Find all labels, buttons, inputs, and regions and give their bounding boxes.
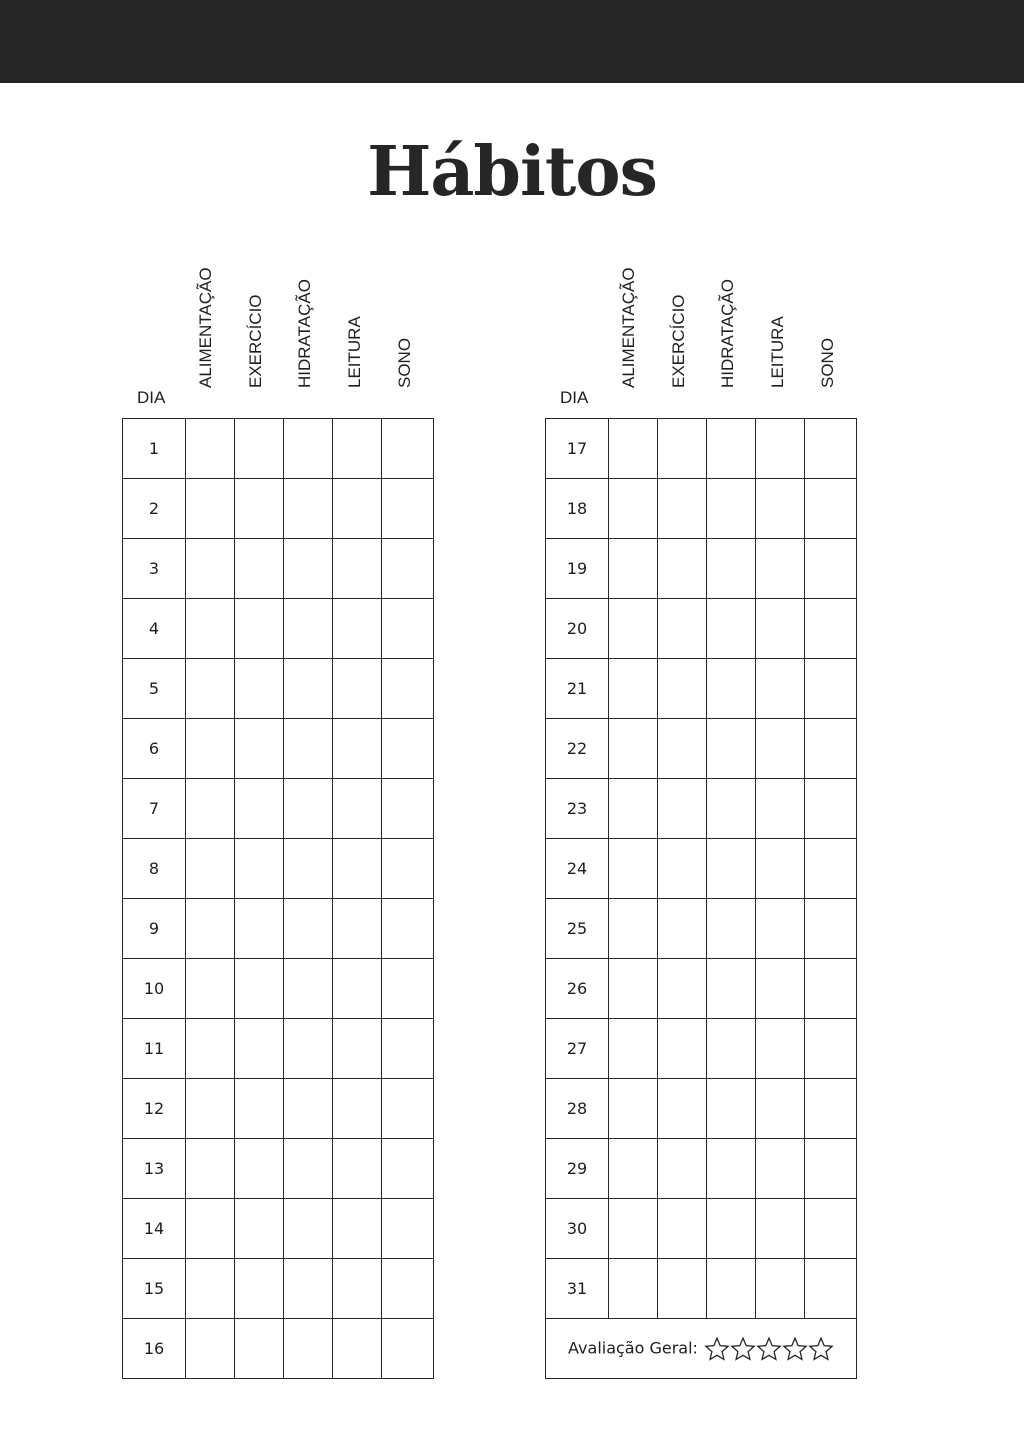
habit-checkbox-cell[interactable] xyxy=(609,1199,658,1259)
habit-checkbox-cell[interactable] xyxy=(805,1259,857,1319)
day-number: 12 xyxy=(123,1079,186,1139)
day-number: 21 xyxy=(546,659,609,719)
habit-grid-left xyxy=(122,418,434,1379)
tracker-right xyxy=(545,260,865,1379)
habit-checkbox-cell[interactable] xyxy=(658,1019,707,1079)
habit-checkbox-cell[interactable] xyxy=(707,419,756,479)
habit-header-label: LEITURA xyxy=(768,316,787,388)
habit-checkbox-cell[interactable] xyxy=(609,839,658,899)
habit-checkbox-cell[interactable] xyxy=(756,1079,805,1139)
habit-checkbox-cell[interactable] xyxy=(658,1259,707,1319)
habit-checkbox-cell[interactable] xyxy=(284,539,333,599)
habit-checkbox-cell[interactable] xyxy=(805,1199,857,1259)
habit-header xyxy=(385,258,425,408)
day-row xyxy=(546,1019,857,1079)
rating-row xyxy=(546,1319,857,1379)
day-row xyxy=(123,1199,434,1259)
habit-checkbox-cell[interactable] xyxy=(333,1199,382,1259)
habit-checkbox-cell[interactable] xyxy=(805,719,857,779)
habit-header-label: SONO xyxy=(395,337,414,388)
day-row xyxy=(123,839,434,899)
habit-header-label: EXERCÍCIO xyxy=(246,294,265,388)
habit-checkbox-cell[interactable] xyxy=(235,1019,284,1079)
habit-checkbox-cell[interactable] xyxy=(658,419,707,479)
star-icon[interactable] xyxy=(704,1336,730,1362)
habit-checkbox-cell[interactable] xyxy=(756,1259,805,1319)
habit-checkbox-cell[interactable] xyxy=(186,1079,235,1139)
day-row xyxy=(546,479,857,539)
habit-checkbox-cell[interactable] xyxy=(235,599,284,659)
rating-label: Avaliação Geral: xyxy=(568,1338,698,1357)
habit-checkbox-cell[interactable] xyxy=(756,479,805,539)
habit-checkbox-cell[interactable] xyxy=(658,839,707,899)
habit-checkbox-cell[interactable] xyxy=(609,1079,658,1139)
day-number: 25 xyxy=(546,899,609,959)
star-icon[interactable] xyxy=(756,1336,782,1362)
habit-header-label: EXERCÍCIO xyxy=(669,294,688,388)
habit-checkbox-cell[interactable] xyxy=(609,959,658,1019)
habit-checkbox-cell[interactable] xyxy=(186,1139,235,1199)
habit-checkbox-cell[interactable] xyxy=(756,599,805,659)
habit-checkbox-cell[interactable] xyxy=(707,1019,756,1079)
tracker-left xyxy=(122,260,442,1379)
habit-checkbox-cell[interactable] xyxy=(186,839,235,899)
habit-checkbox-cell[interactable] xyxy=(658,599,707,659)
habit-checkbox-cell[interactable] xyxy=(805,419,857,479)
habit-checkbox-cell[interactable] xyxy=(805,779,857,839)
day-row xyxy=(546,779,857,839)
habit-checkbox-cell[interactable] xyxy=(284,1199,333,1259)
habit-checkbox-cell[interactable] xyxy=(805,539,857,599)
habit-checkbox-cell[interactable] xyxy=(805,659,857,719)
habit-checkbox-cell[interactable] xyxy=(333,719,382,779)
habit-header xyxy=(708,258,748,408)
habit-checkbox-cell[interactable] xyxy=(235,899,284,959)
dia-header: DIA xyxy=(560,388,589,407)
habit-checkbox-cell[interactable] xyxy=(707,1259,756,1319)
day-number: 15 xyxy=(123,1259,186,1319)
day-number: 28 xyxy=(546,1079,609,1139)
habit-checkbox-cell[interactable] xyxy=(382,779,434,839)
habit-checkbox-cell[interactable] xyxy=(284,839,333,899)
day-number: 13 xyxy=(123,1139,186,1199)
day-row xyxy=(123,779,434,839)
habit-checkbox-cell[interactable] xyxy=(186,539,235,599)
day-row xyxy=(123,599,434,659)
habit-checkbox-cell[interactable] xyxy=(756,1019,805,1079)
habit-checkbox-cell[interactable] xyxy=(382,1139,434,1199)
day-row xyxy=(123,959,434,1019)
habit-checkbox-cell[interactable] xyxy=(707,959,756,1019)
day-number: 11 xyxy=(123,1019,186,1079)
habit-checkbox-cell[interactable] xyxy=(333,599,382,659)
habit-checkbox-cell[interactable] xyxy=(707,779,756,839)
habit-checkbox-cell[interactable] xyxy=(382,1199,434,1259)
habit-header-label: SONO xyxy=(818,337,837,388)
habit-checkbox-cell[interactable] xyxy=(756,659,805,719)
habit-checkbox-cell[interactable] xyxy=(609,479,658,539)
habit-checkbox-cell[interactable] xyxy=(333,539,382,599)
habit-checkbox-cell[interactable] xyxy=(284,1079,333,1139)
habit-checkbox-cell[interactable] xyxy=(235,1319,284,1379)
habit-checkbox-cell[interactable] xyxy=(805,599,857,659)
day-row xyxy=(546,659,857,719)
star-icon[interactable] xyxy=(782,1336,808,1362)
day-number: 20 xyxy=(546,599,609,659)
habit-checkbox-cell[interactable] xyxy=(707,539,756,599)
habit-checkbox-cell[interactable] xyxy=(658,659,707,719)
habit-checkbox-cell[interactable] xyxy=(756,419,805,479)
day-number: 23 xyxy=(546,779,609,839)
habit-checkbox-cell[interactable] xyxy=(756,539,805,599)
habit-checkbox-cell[interactable] xyxy=(186,779,235,839)
habit-header xyxy=(808,258,848,408)
habit-checkbox-cell[interactable] xyxy=(805,959,857,1019)
habit-checkbox-cell[interactable] xyxy=(707,719,756,779)
habit-header-label: ALIMENTAÇÃO xyxy=(196,267,215,388)
day-number: 4 xyxy=(123,599,186,659)
day-number: 29 xyxy=(546,1139,609,1199)
day-row xyxy=(123,539,434,599)
habit-checkbox-cell[interactable] xyxy=(756,1199,805,1259)
habit-checkbox-cell[interactable] xyxy=(333,659,382,719)
header-row xyxy=(122,260,442,418)
habit-checkbox-cell[interactable] xyxy=(186,599,235,659)
habit-grid-right xyxy=(545,418,857,1379)
habit-header xyxy=(285,258,325,408)
habit-checkbox-cell[interactable] xyxy=(609,1139,658,1199)
habit-checkbox-cell[interactable] xyxy=(284,659,333,719)
habit-checkbox-cell[interactable] xyxy=(235,659,284,719)
habit-checkbox-cell[interactable] xyxy=(186,479,235,539)
day-number: 14 xyxy=(123,1199,186,1259)
habit-checkbox-cell[interactable] xyxy=(186,1319,235,1379)
habit-checkbox-cell[interactable] xyxy=(658,779,707,839)
day-number: 17 xyxy=(546,419,609,479)
habit-checkbox-cell[interactable] xyxy=(382,659,434,719)
habit-checkbox-cell[interactable] xyxy=(707,1199,756,1259)
day-row xyxy=(546,539,857,599)
day-row xyxy=(546,839,857,899)
day-number: 19 xyxy=(546,539,609,599)
day-row xyxy=(546,1139,857,1199)
habit-checkbox-cell[interactable] xyxy=(333,1079,382,1139)
day-number: 8 xyxy=(123,839,186,899)
habit-checkbox-cell[interactable] xyxy=(707,1139,756,1199)
day-row xyxy=(546,1199,857,1259)
habit-checkbox-cell[interactable] xyxy=(707,1079,756,1139)
habit-checkbox-cell[interactable] xyxy=(707,659,756,719)
star-icon[interactable] xyxy=(808,1336,834,1362)
habit-checkbox-cell[interactable] xyxy=(707,899,756,959)
day-row xyxy=(546,599,857,659)
top-bar xyxy=(0,0,1024,83)
habit-checkbox-cell[interactable] xyxy=(235,1079,284,1139)
habit-checkbox-cell[interactable] xyxy=(382,959,434,1019)
habit-checkbox-cell[interactable] xyxy=(382,1259,434,1319)
habit-checkbox-cell[interactable] xyxy=(284,1019,333,1079)
habit-checkbox-cell[interactable] xyxy=(284,899,333,959)
habit-checkbox-cell[interactable] xyxy=(382,719,434,779)
rating-cell xyxy=(546,1319,857,1379)
habit-checkbox-cell[interactable] xyxy=(805,1079,857,1139)
day-row xyxy=(546,1259,857,1319)
habit-checkbox-cell[interactable] xyxy=(609,779,658,839)
habit-checkbox-cell[interactable] xyxy=(333,1019,382,1079)
day-number: 2 xyxy=(123,479,186,539)
habit-checkbox-cell[interactable] xyxy=(658,1079,707,1139)
habit-header xyxy=(335,258,375,408)
day-row xyxy=(546,419,857,479)
habit-checkbox-cell[interactable] xyxy=(658,479,707,539)
habit-checkbox-cell[interactable] xyxy=(805,479,857,539)
habit-checkbox-cell[interactable] xyxy=(235,1199,284,1259)
day-number: 26 xyxy=(546,959,609,1019)
habit-checkbox-cell[interactable] xyxy=(186,1199,235,1259)
habit-checkbox-cell[interactable] xyxy=(382,1319,434,1379)
habit-checkbox-cell[interactable] xyxy=(805,839,857,899)
habit-header-label: HIDRATAÇÃO xyxy=(295,279,314,388)
habit-checkbox-cell[interactable] xyxy=(382,599,434,659)
habit-checkbox-cell[interactable] xyxy=(186,1019,235,1079)
habit-checkbox-cell[interactable] xyxy=(235,719,284,779)
day-row xyxy=(123,419,434,479)
day-row xyxy=(123,659,434,719)
day-number: 31 xyxy=(546,1259,609,1319)
habit-checkbox-cell[interactable] xyxy=(333,1139,382,1199)
habit-checkbox-cell[interactable] xyxy=(333,479,382,539)
habit-header xyxy=(236,258,276,408)
day-row xyxy=(123,1019,434,1079)
habit-checkbox-cell[interactable] xyxy=(235,1139,284,1199)
day-number: 30 xyxy=(546,1199,609,1259)
habit-checkbox-cell[interactable] xyxy=(186,719,235,779)
day-row xyxy=(123,1259,434,1319)
habit-checkbox-cell[interactable] xyxy=(382,839,434,899)
habit-checkbox-cell[interactable] xyxy=(284,1139,333,1199)
habit-checkbox-cell[interactable] xyxy=(756,779,805,839)
habit-checkbox-cell[interactable] xyxy=(658,719,707,779)
habit-checkbox-cell[interactable] xyxy=(756,1139,805,1199)
day-row xyxy=(123,1079,434,1139)
page-title: Hábitos xyxy=(367,132,657,212)
day-number: 9 xyxy=(123,899,186,959)
day-number: 3 xyxy=(123,539,186,599)
day-row xyxy=(123,899,434,959)
habit-checkbox-cell[interactable] xyxy=(186,899,235,959)
habit-checkbox-cell[interactable] xyxy=(609,599,658,659)
day-number: 22 xyxy=(546,719,609,779)
habit-checkbox-cell[interactable] xyxy=(382,419,434,479)
day-row xyxy=(123,719,434,779)
habit-checkbox-cell[interactable] xyxy=(609,419,658,479)
habit-checkbox-cell[interactable] xyxy=(382,479,434,539)
habit-checkbox-cell[interactable] xyxy=(235,1259,284,1319)
habit-checkbox-cell[interactable] xyxy=(284,1259,333,1319)
day-row xyxy=(123,1319,434,1379)
habit-checkbox-cell[interactable] xyxy=(333,899,382,959)
habit-checkbox-cell[interactable] xyxy=(658,1139,707,1199)
habit-checkbox-cell[interactable] xyxy=(382,539,434,599)
day-row xyxy=(546,959,857,1019)
habit-checkbox-cell[interactable] xyxy=(756,839,805,899)
habit-checkbox-cell[interactable] xyxy=(658,899,707,959)
habit-checkbox-cell[interactable] xyxy=(609,659,658,719)
habit-checkbox-cell[interactable] xyxy=(235,419,284,479)
habit-checkbox-cell[interactable] xyxy=(707,599,756,659)
habit-checkbox-cell[interactable] xyxy=(658,539,707,599)
habit-checkbox-cell[interactable] xyxy=(805,1019,857,1079)
habit-checkbox-cell[interactable] xyxy=(284,719,333,779)
habit-header-label: ALIMENTAÇÃO xyxy=(619,267,638,388)
day-number: 1 xyxy=(123,419,186,479)
habit-checkbox-cell[interactable] xyxy=(658,959,707,1019)
habit-checkbox-cell[interactable] xyxy=(756,719,805,779)
dia-header: DIA xyxy=(137,388,166,407)
habit-checkbox-cell[interactable] xyxy=(186,959,235,1019)
day-number: 5 xyxy=(123,659,186,719)
day-number: 27 xyxy=(546,1019,609,1079)
habit-checkbox-cell[interactable] xyxy=(186,419,235,479)
habit-checkbox-cell[interactable] xyxy=(333,959,382,1019)
habit-checkbox-cell[interactable] xyxy=(756,899,805,959)
day-number: 24 xyxy=(546,839,609,899)
star-icon[interactable] xyxy=(730,1336,756,1362)
habit-checkbox-cell[interactable] xyxy=(235,539,284,599)
habit-header-label: LEITURA xyxy=(345,316,364,388)
habit-checkbox-cell[interactable] xyxy=(609,539,658,599)
day-number: 16 xyxy=(123,1319,186,1379)
habit-checkbox-cell[interactable] xyxy=(805,1139,857,1199)
habit-checkbox-cell[interactable] xyxy=(333,779,382,839)
habit-checkbox-cell[interactable] xyxy=(333,839,382,899)
day-row xyxy=(546,899,857,959)
day-number: 7 xyxy=(123,779,186,839)
habit-checkbox-cell[interactable] xyxy=(609,719,658,779)
habit-checkbox-cell[interactable] xyxy=(756,959,805,1019)
habit-checkbox-cell[interactable] xyxy=(284,1319,333,1379)
habit-checkbox-cell[interactable] xyxy=(333,1319,382,1379)
habit-checkbox-cell[interactable] xyxy=(284,779,333,839)
habit-checkbox-cell[interactable] xyxy=(235,779,284,839)
habit-checkbox-cell[interactable] xyxy=(284,419,333,479)
day-row xyxy=(546,1079,857,1139)
habit-checkbox-cell[interactable] xyxy=(186,1259,235,1319)
habit-checkbox-cell[interactable] xyxy=(382,899,434,959)
habit-header xyxy=(758,258,798,408)
habit-checkbox-cell[interactable] xyxy=(333,1259,382,1319)
day-number: 6 xyxy=(123,719,186,779)
habit-checkbox-cell[interactable] xyxy=(805,899,857,959)
day-row xyxy=(123,1139,434,1199)
habit-checkbox-cell[interactable] xyxy=(284,599,333,659)
header-row xyxy=(545,260,865,418)
habit-checkbox-cell[interactable] xyxy=(658,1199,707,1259)
habit-checkbox-cell[interactable] xyxy=(186,659,235,719)
day-row xyxy=(546,719,857,779)
habit-checkbox-cell[interactable] xyxy=(382,1079,434,1139)
habit-header-label: HIDRATAÇÃO xyxy=(718,279,737,388)
habit-header xyxy=(186,258,226,408)
day-number: 18 xyxy=(546,479,609,539)
rating-stars xyxy=(704,1336,834,1362)
habit-checkbox-cell[interactable] xyxy=(382,1019,434,1079)
habit-checkbox-cell[interactable] xyxy=(333,419,382,479)
habit-checkbox-cell[interactable] xyxy=(707,479,756,539)
habit-checkbox-cell[interactable] xyxy=(235,959,284,1019)
day-number: 10 xyxy=(123,959,186,1019)
habit-checkbox-cell[interactable] xyxy=(609,1019,658,1079)
habit-checkbox-cell[interactable] xyxy=(284,479,333,539)
habit-checkbox-cell[interactable] xyxy=(235,479,284,539)
habit-checkbox-cell[interactable] xyxy=(609,1259,658,1319)
habit-checkbox-cell[interactable] xyxy=(609,899,658,959)
habit-checkbox-cell[interactable] xyxy=(284,959,333,1019)
habit-checkbox-cell[interactable] xyxy=(707,839,756,899)
day-row xyxy=(123,479,434,539)
habit-header xyxy=(609,258,649,408)
habit-checkbox-cell[interactable] xyxy=(235,839,284,899)
habit-header xyxy=(659,258,699,408)
